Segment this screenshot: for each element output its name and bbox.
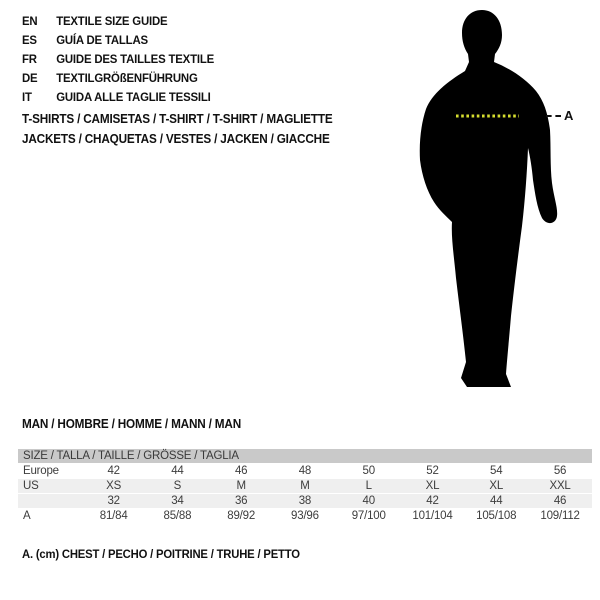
table-cell: L (337, 479, 401, 493)
table-cell: 54 (490, 465, 503, 477)
table-row-europe (18, 464, 592, 478)
man-silhouette-shape (420, 10, 557, 387)
table-cell: 101/104 (412, 510, 453, 522)
language-row (22, 69, 214, 88)
table-cell: XS (82, 479, 146, 493)
table-cell: XXL (528, 479, 592, 493)
row-label: A (23, 510, 31, 522)
table-cell: 109/112 (540, 510, 580, 522)
table-cell: 85/88 (163, 510, 192, 522)
language-label: TEXTILGRÖßENFÜHRUNG (56, 71, 198, 85)
table-cell: 89/92 (227, 510, 256, 522)
table-cell: XL (401, 479, 465, 493)
language-code: FR (22, 52, 37, 66)
row-label: Europe (23, 465, 59, 477)
table-cell: 36 (209, 494, 273, 508)
table-header-row (18, 449, 592, 463)
language-label: GUIDE DES TAILLES TEXTILE (56, 52, 215, 66)
table-cell: 52 (426, 465, 439, 477)
table-cell: 46 (528, 494, 592, 508)
category-line-jackets: JACKETS / CHAQUETAS / VESTES / JACKEN / GIACCHE (22, 132, 330, 146)
language-code: IT (22, 90, 32, 104)
table-header-label: SIZE / TALLA / TAILLE / GRÖSSE / TAGLIA (18, 449, 592, 463)
table-cell: 97/100 (351, 510, 386, 522)
language-row (22, 12, 214, 31)
measurement-footnote: A. (cm) CHEST / PECHO / POITRINE / TRUHE / PETTO (22, 547, 300, 561)
language-row (22, 88, 214, 107)
garment-categories (22, 109, 333, 149)
language-code: ES (22, 33, 37, 47)
man-silhouette (415, 8, 563, 390)
language-label: GUIDA ALLE TAGLIE TESSILI (56, 90, 211, 104)
table-cell: M (209, 479, 273, 493)
table-row-chest (18, 509, 592, 523)
table-cell: 32 (82, 494, 146, 508)
language-row (22, 50, 214, 69)
measure-label-a: A (564, 108, 574, 123)
table-cell: 44 (171, 465, 184, 477)
section-title-man: MAN / HOMBRE / HOMME / MANN / MAN (22, 417, 242, 431)
table-cell: 42 (401, 494, 465, 508)
table-cell: 42 (107, 465, 120, 477)
table-cell: 38 (273, 494, 337, 508)
language-code: DE (22, 71, 38, 85)
language-row (22, 31, 214, 50)
table-row-numeric (18, 494, 592, 508)
language-list (22, 12, 224, 107)
table-cell: 93/96 (291, 510, 319, 522)
row-label (18, 494, 82, 508)
table-cell: 44 (464, 494, 528, 508)
table-cell: M (273, 479, 337, 493)
size-table (18, 448, 592, 524)
language-label: GUÍA DE TALLAS (56, 33, 148, 47)
table-row-us (18, 479, 592, 493)
table-cell: 81/84 (99, 510, 128, 522)
table-cell: 50 (362, 465, 375, 477)
language-code: EN (22, 14, 38, 28)
measure-callout-dashes (546, 115, 561, 117)
table-cell: S (146, 479, 210, 493)
table-cell: 40 (337, 494, 401, 508)
table-cell: 46 (234, 465, 248, 477)
row-label: US (18, 479, 82, 493)
table-cell: 105/108 (476, 510, 517, 522)
table-cell: 56 (553, 465, 567, 477)
language-label: TEXTILE SIZE GUIDE (56, 14, 168, 28)
category-line-tshirts: T-SHIRTS / CAMISETAS / T-SHIRT / T-SHIRT / MAGLIETTE (22, 112, 333, 126)
table-cell: XL (464, 479, 528, 493)
table-cell: 34 (146, 494, 210, 508)
table-cell: 48 (298, 465, 312, 477)
